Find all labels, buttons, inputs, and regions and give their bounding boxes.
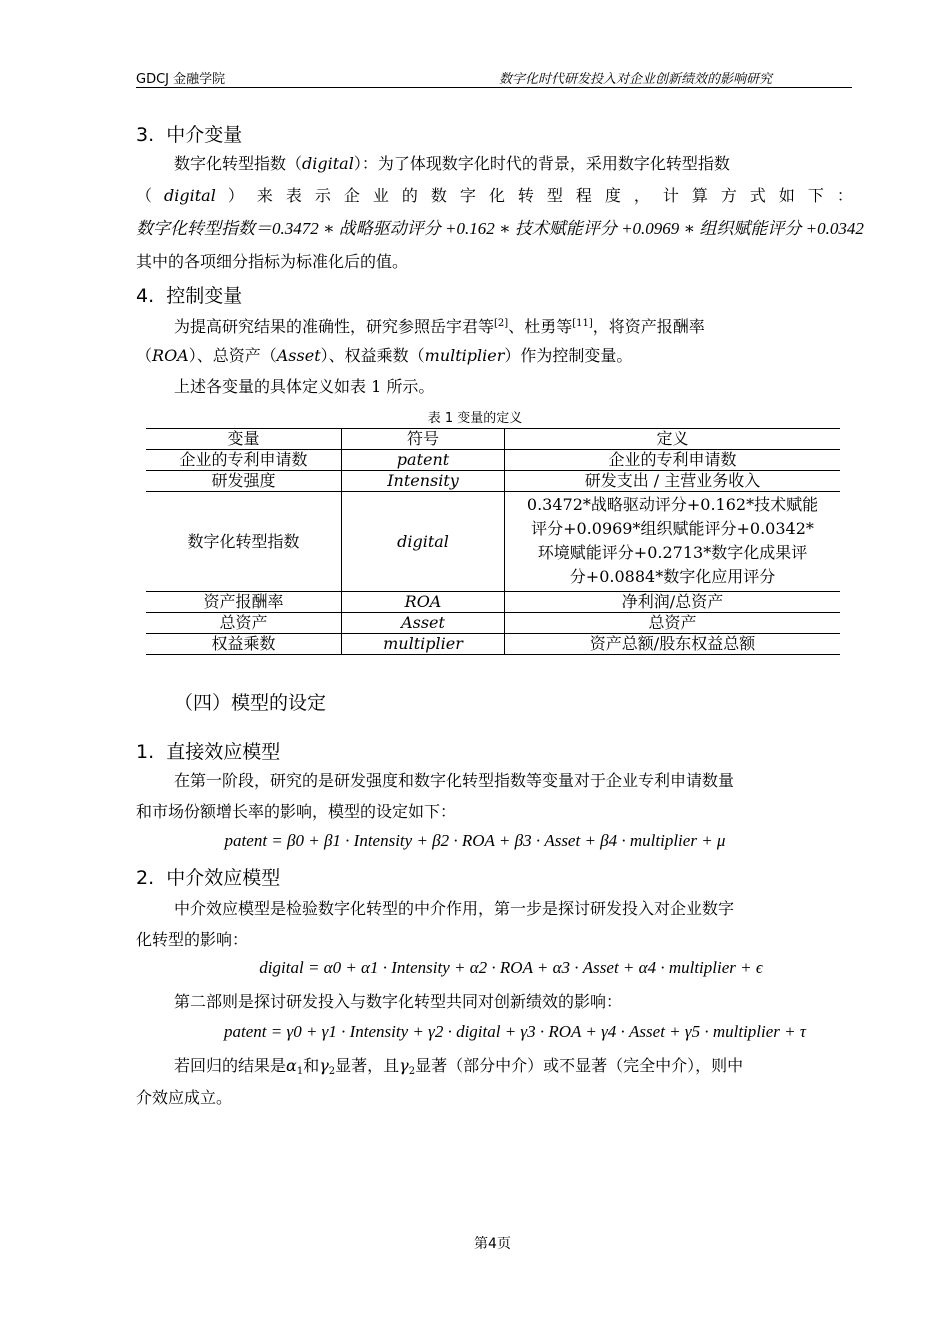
def-line: 环境赋能评分+0.2713*数字化成果评 bbox=[537, 543, 808, 562]
formula-text: 数字化转型指数＝0.3472 ∗ 战略驱动评分 +0.162 ∗ 技术赋能评分 +0.0969 ∗ 组织赋能评分 +0.0342 bbox=[136, 219, 864, 238]
table-row bbox=[146, 592, 840, 613]
section-4-para-2: 上述各变量的具体定义如表 1 所示。 bbox=[174, 377, 435, 396]
page-number: 第4页 bbox=[474, 1236, 511, 1252]
section-4-para-line-1 bbox=[174, 314, 705, 337]
table-row bbox=[146, 613, 840, 634]
table-cell-def: 总资产 bbox=[505, 613, 841, 634]
table-header-cell: 变量 bbox=[146, 429, 342, 450]
subsection-1-para-line-1: 在第一阶段，研究的是研发强度和数字化转型指数等变量对于企业专利申请数量 bbox=[174, 771, 735, 790]
section-4-heading bbox=[136, 281, 242, 308]
conclusion-line-1: 若回归的结果是$\alpha_1$和$\gamma_2$显著，且$\gamma_2$显著（部分中介）或不显著（完全中介），则中 bbox=[174, 1056, 744, 1077]
symbol-gamma: γ bbox=[399, 1056, 409, 1075]
table-cell-symbol: Asset bbox=[342, 613, 505, 634]
table-cell-symbol: digital bbox=[342, 492, 505, 592]
text-run: ）、权益乘数（ bbox=[320, 346, 425, 365]
table-cell-name: 企业的专利申请数 bbox=[146, 450, 342, 471]
section-3-title: 中介变量 bbox=[166, 124, 243, 146]
def-line: 0.3472*战略驱动评分+0.162*技术赋能 bbox=[526, 495, 819, 514]
var-digital: digital bbox=[164, 186, 216, 205]
subsection-2-para-line-2: 化转型的影响： bbox=[136, 930, 249, 949]
subsection-2-para-3: 第二部则是探讨研发投入与数字化转型共同对创新绩效的影响： bbox=[174, 992, 623, 1011]
text-run: 、杜勇等 bbox=[508, 317, 573, 336]
table-cell-name: 研发强度 bbox=[146, 471, 342, 492]
text-run: ）、总资产（ bbox=[188, 346, 277, 365]
section-4-title: 控制变量 bbox=[166, 285, 243, 307]
table-row bbox=[146, 471, 840, 492]
table-row bbox=[146, 492, 840, 592]
table-cell-name: 权益乘数 bbox=[146, 634, 342, 655]
table-header-cell: 定义 bbox=[505, 429, 841, 450]
text-run: ）来表示企业的数字化转型程度，计算方式如下： bbox=[227, 186, 866, 205]
text-run: （ bbox=[136, 186, 153, 205]
var-asset: Asset bbox=[276, 346, 321, 365]
table-cell-symbol: multiplier bbox=[342, 634, 505, 655]
text-run: 数字化转型指数（ bbox=[174, 154, 303, 173]
table-cell-def: 资产总额/股东权益总额 bbox=[505, 634, 841, 655]
table-cell-symbol: patent bbox=[342, 450, 505, 471]
table-cell-symbol: Intensity bbox=[342, 471, 505, 492]
var-roa: ROA bbox=[152, 346, 189, 365]
table-header-cell: 符号 bbox=[342, 429, 505, 450]
subsection-2-title: 中介效应模型 bbox=[166, 867, 281, 889]
table-cell-name: 数字化转型指数 bbox=[146, 492, 342, 592]
symbol-gamma: γ bbox=[319, 1056, 329, 1075]
section-3-para-line-4: 其中的各项细分指标为标准化后的值。 bbox=[136, 252, 409, 271]
def-line: 分+0.0884*数字化应用评分 bbox=[569, 567, 776, 586]
subsection-1-heading bbox=[136, 737, 280, 764]
digital-index-formula bbox=[136, 214, 950, 239]
table-cell-def: 净利润/总资产 bbox=[505, 592, 841, 613]
subsection-2-number: 2. bbox=[136, 867, 155, 889]
text-run: 显著（部分中介）或不显著（完全中介），则中 bbox=[415, 1056, 744, 1075]
table-cell-name: 资产报酬率 bbox=[146, 592, 342, 613]
equation-direct-effect: patent = β0 + β1 · Intensity + β2 · ROA + β3 · Asset + β4 · multiplier + μ bbox=[224, 831, 726, 850]
text-run: 和 bbox=[303, 1056, 320, 1075]
table-row bbox=[146, 634, 840, 655]
section-4-number: 4. bbox=[136, 285, 155, 307]
table-cell-def: 企业的专利申请数 bbox=[505, 450, 841, 471]
subsection-1-para-line-2: 和市场份额增长率的影响，模型的设定如下： bbox=[136, 802, 457, 821]
text-run: ）作为控制变量。 bbox=[504, 346, 633, 365]
section-model-heading: （四）模型的设定 bbox=[174, 692, 327, 714]
text-run: 若回归的结果是 bbox=[174, 1056, 287, 1075]
section-3-para-line-2 bbox=[136, 186, 866, 206]
table-cell-symbol: ROA bbox=[342, 592, 505, 613]
header-rule bbox=[136, 87, 852, 88]
conclusion-line-2: 介效应成立。 bbox=[136, 1088, 233, 1107]
table-cell-def bbox=[505, 492, 841, 592]
text-run: ，将资产报酬率 bbox=[592, 317, 705, 336]
text-run: 显著，且 bbox=[335, 1056, 400, 1075]
table-row bbox=[146, 450, 840, 471]
citation-ref[interactable]: [11] bbox=[572, 318, 593, 329]
section-3-para-line-1 bbox=[174, 154, 730, 174]
def-line: 评分+0.0969*组织赋能评分+0.0342* bbox=[531, 519, 814, 538]
subsection-2-para-line-1: 中介效应模型是检验数字化转型的中介作用，第一步是探讨研发投入对企业数字 bbox=[174, 899, 735, 918]
subsection-1-title: 直接效应模型 bbox=[166, 741, 281, 763]
section-3-heading bbox=[136, 120, 242, 147]
section-4-para-line-2 bbox=[136, 346, 632, 366]
running-header-left: GDCJ 金融学院 bbox=[136, 72, 226, 87]
variables-table bbox=[146, 428, 840, 655]
text-run: ）：为了体现数字化时代的背景，采用数字化转型指数 bbox=[353, 154, 730, 173]
citation-ref[interactable]: [2] bbox=[494, 318, 509, 329]
text-run: 为提高研究结果的准确性，研究参照岳宇君等 bbox=[174, 317, 495, 336]
table-caption: 表 1 变量的定义 bbox=[427, 411, 523, 426]
table-cell-name: 总资产 bbox=[146, 613, 342, 634]
section-3-number: 3. bbox=[136, 124, 155, 146]
table-header-row bbox=[146, 429, 840, 450]
symbol-alpha: α bbox=[286, 1056, 297, 1075]
var-multiplier: multiplier bbox=[424, 346, 505, 365]
subsection-1-number: 1. bbox=[136, 741, 155, 763]
table-cell-def: 研发支出 / 主营业务收入 bbox=[505, 471, 841, 492]
running-header-title: 数字化时代研发投入对企业创新绩效的影响研究 bbox=[498, 72, 772, 87]
equation-mediation-step1: digital = α0 + α1 · Intensity + α2 · ROA + α3 · Asset + α4 · multiplier + ϵ bbox=[259, 958, 763, 977]
subsection-2-heading bbox=[136, 863, 280, 890]
text-run: （ bbox=[136, 346, 153, 365]
var-digital: digital bbox=[302, 154, 354, 173]
equation-mediation-step2: patent = γ0 + γ1 · Intensity + γ2 · digital + γ3 · ROA + γ4 · Asset + γ5 · multiplier + τ bbox=[224, 1022, 806, 1041]
